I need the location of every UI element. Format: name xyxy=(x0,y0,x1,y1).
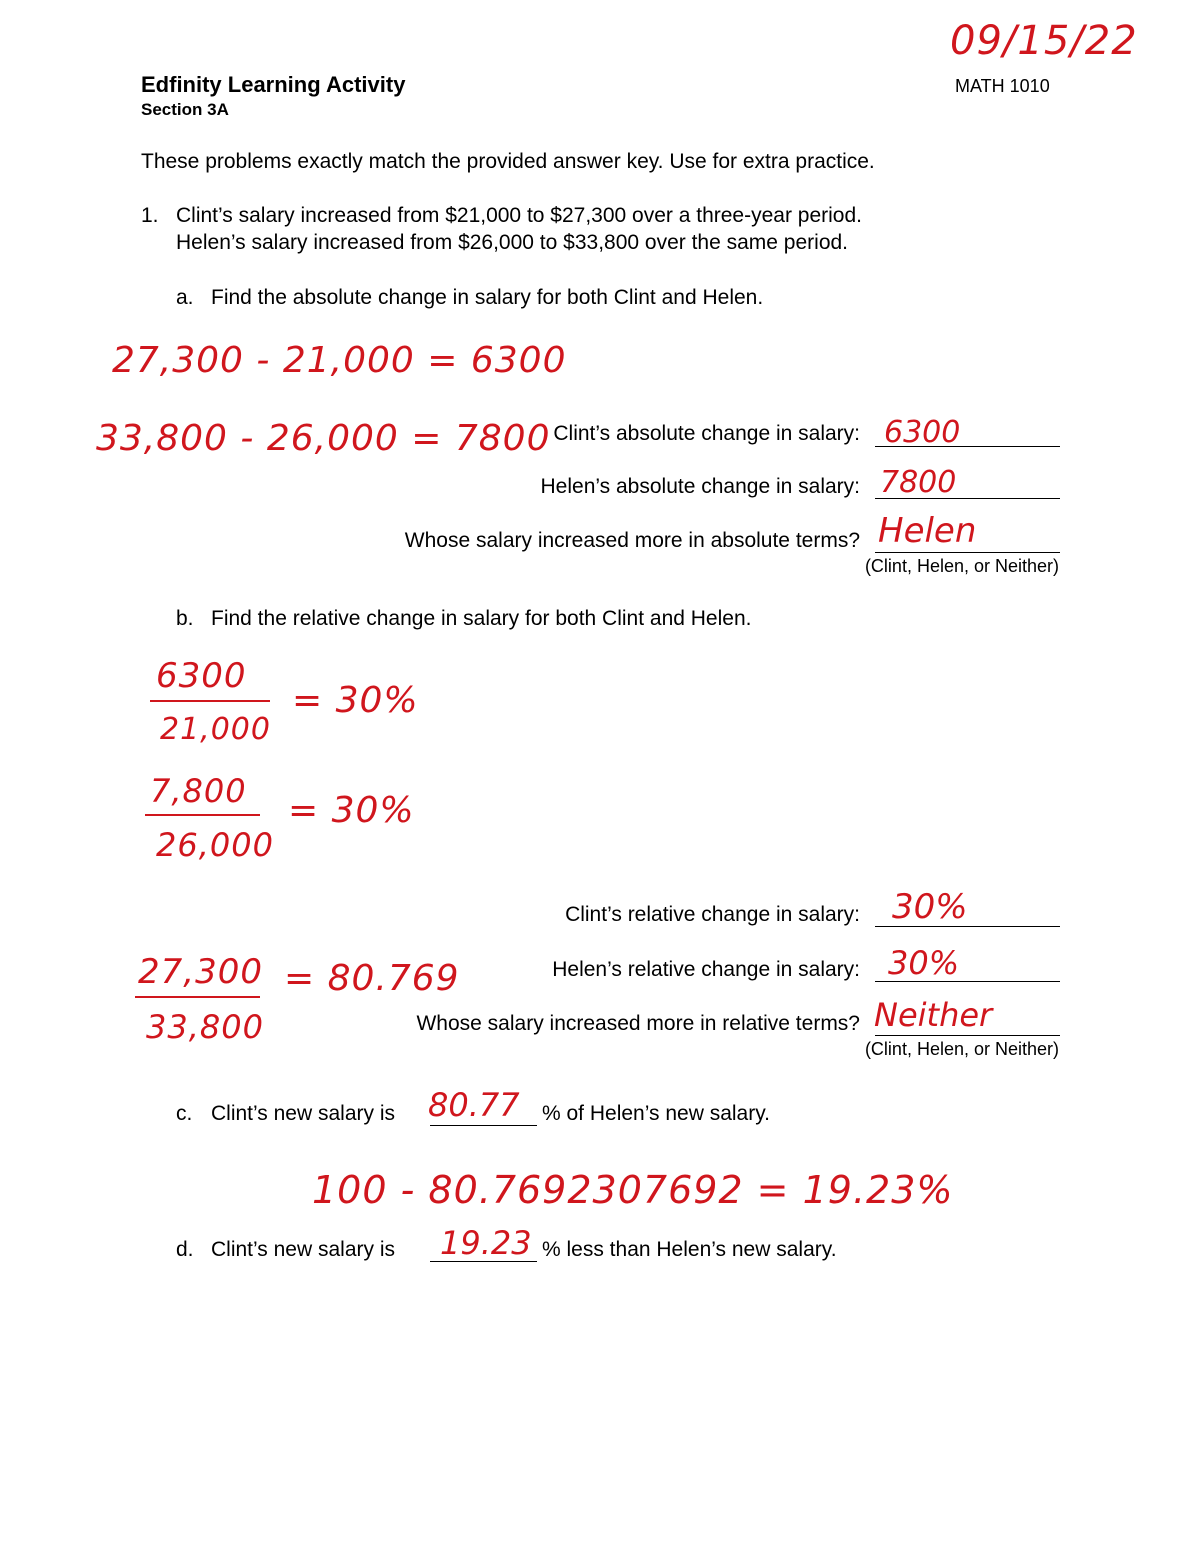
helen-absolute-answer: 7800 xyxy=(880,465,957,500)
absolute-choices-hint: (Clint, Helen, or Neither) xyxy=(864,556,1059,576)
fraction1-denominator: 21,000 xyxy=(160,712,271,747)
clint-relative-label: Clint’s relative change in salary: xyxy=(565,903,860,926)
section-label: Section 3A xyxy=(141,100,229,119)
part-a-work-line2: 33,800 - 26,000 = 7800 xyxy=(96,418,551,459)
part-d-letter: d. xyxy=(176,1238,194,1261)
part-d-prefix: Clint’s new salary is xyxy=(211,1238,396,1261)
part-c-work: 100 - 80.7692307692 = 19.23% xyxy=(312,1168,954,1212)
part-b-prompt: Find the relative change in salary for both Clint and Helen. xyxy=(211,607,752,630)
part-a-prompt: Find the absolute change in salary for both Clint and Helen. xyxy=(211,286,764,309)
fraction2-bar xyxy=(145,814,260,816)
intro-text: These problems exactly match the provided answer key. Use for extra practice. xyxy=(141,150,875,173)
absolute-comparison-question: Whose salary increased more in absolute terms? xyxy=(404,529,860,552)
helen-relative-answer: 30% xyxy=(888,944,960,982)
fraction3-denominator: 33,800 xyxy=(146,1008,264,1046)
fraction3-bar xyxy=(135,996,260,998)
course-code: MATH 1010 xyxy=(955,76,1050,96)
fraction3-numerator: 27,300 xyxy=(138,952,263,992)
part-c-prefix: Clint’s new salary is xyxy=(211,1102,396,1125)
fraction2-denominator: 26,000 xyxy=(156,826,274,864)
relative-comparison-question: Whose salary increased more in relative terms? xyxy=(416,1012,860,1035)
clint-absolute-label: Clint’s absolute change in salary: xyxy=(553,422,860,445)
relative-choices-hint: (Clint, Helen, or Neither) xyxy=(864,1039,1059,1059)
worksheet-title: Edfinity Learning Activity xyxy=(141,72,406,97)
fraction3-result: = 80.769 xyxy=(284,958,460,999)
part-c-letter: c. xyxy=(176,1102,193,1125)
fraction2-numerator: 7,800 xyxy=(150,772,247,810)
fraction1-numerator: 6300 xyxy=(156,656,247,696)
part-a-letter: a. xyxy=(176,286,194,309)
part-b-letter: b. xyxy=(176,607,194,630)
handwritten-date: 09/15/22 xyxy=(950,18,1138,64)
clint-relative-answer: 30% xyxy=(892,887,968,927)
absolute-comparison-answer: Helen xyxy=(878,511,977,551)
part-a-work-line1: 27,300 - 21,000 = 6300 xyxy=(112,340,567,381)
relative-comparison-answer: Neither xyxy=(874,996,993,1034)
part-d-suffix: % less than Helen’s new salary. xyxy=(542,1238,837,1261)
part-d-answer: 19.23 xyxy=(440,1224,532,1262)
fraction1-result: = 30% xyxy=(292,680,419,721)
problem-statement-line1: Clint’s salary increased from $21,000 to $27,300 over a three-year period. xyxy=(176,204,862,227)
part-c-suffix: % of Helen’s new salary. xyxy=(542,1102,770,1125)
part-c-answer: 80.77 xyxy=(428,1086,520,1124)
helen-absolute-label: Helen’s absolute change in salary: xyxy=(540,475,860,498)
problem-number: 1. xyxy=(141,204,159,227)
clint-absolute-answer: 6300 xyxy=(884,415,961,450)
fraction1-bar xyxy=(150,700,270,702)
fraction2-result: = 30% xyxy=(288,790,415,831)
problem-statement-line2: Helen’s salary increased from $26,000 to $33,800 over the same period. xyxy=(176,231,849,254)
helen-relative-label: Helen’s relative change in salary: xyxy=(552,958,860,981)
